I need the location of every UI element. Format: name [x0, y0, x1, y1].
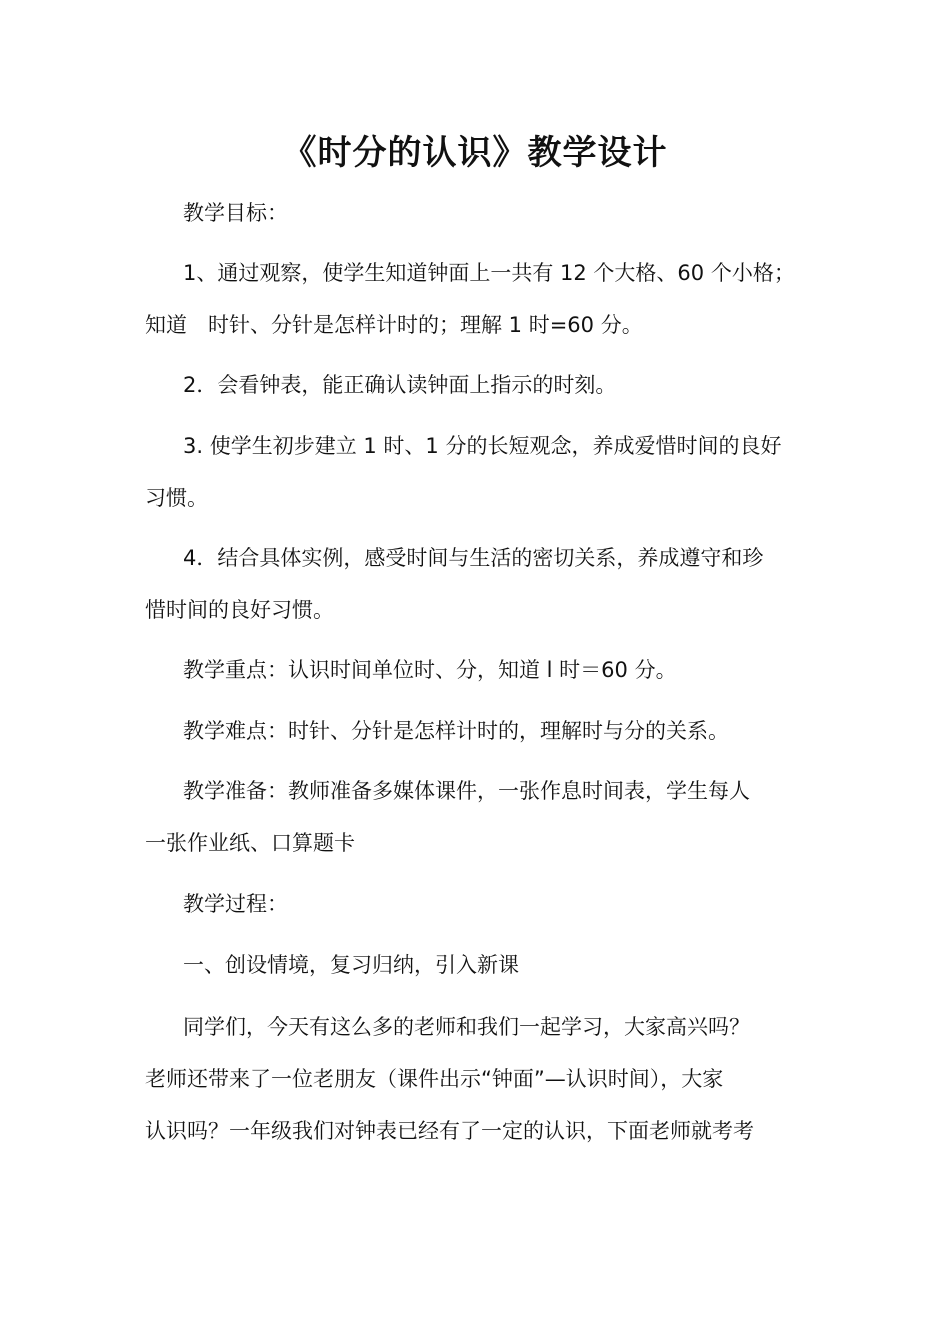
paragraph-line: 惜时间的良好习惯。 — [145, 598, 334, 622]
paragraph-line: 认识吗？一年级我们对钟表已经有了一定的认识，下面老师就考考 — [145, 1119, 754, 1143]
key-points-line: 教学重点：认识时间单位时、分，知道 l 时＝60 分。 — [183, 658, 677, 682]
document-title: 《时分的认识》教学设计 — [282, 133, 668, 173]
paragraph-line: 同学们，今天有这么多的老师和我们一起学习，大家高兴吗？ — [183, 1015, 750, 1039]
paragraph-line: 3. 使学生初步建立 1 时、1 分的长短观念，养成爱惜时间的良好 — [183, 434, 782, 458]
paragraph-line: 1、通过观察，使学生知道钟面上一共有 12 个大格、60 个小格； — [183, 261, 795, 285]
paragraph-line: 习惯。 — [145, 486, 208, 510]
subsection-heading: 一、创设情境，复习归纳，引入新课 — [183, 953, 519, 977]
preparation-line: 教学准备：教师准备多媒体课件，一张作息时间表，学生每人 — [183, 779, 750, 803]
paragraph-line: 知道 时针、分针是怎样计时的；理解 1 时=60 分。 — [145, 313, 643, 337]
paragraph-line: 一张作业纸、口算题卡 — [145, 831, 355, 855]
paragraph-line: 4．结合具体实例，感受时间与生活的密切关系，养成遵守和珍 — [183, 546, 764, 570]
section-heading-process: 教学过程： — [183, 892, 288, 916]
paragraph-line: 2．会看钟表，能正确认读钟面上指示的时刻。 — [183, 373, 617, 397]
section-heading-goals: 教学目标： — [183, 201, 288, 225]
difficult-points-line: 教学难点：时针、分针是怎样计时的，理解时与分的关系。 — [183, 719, 729, 743]
paragraph-line: 老师还带来了一位老朋友（课件出示“钟面”—认识时间），大家 — [145, 1067, 724, 1091]
